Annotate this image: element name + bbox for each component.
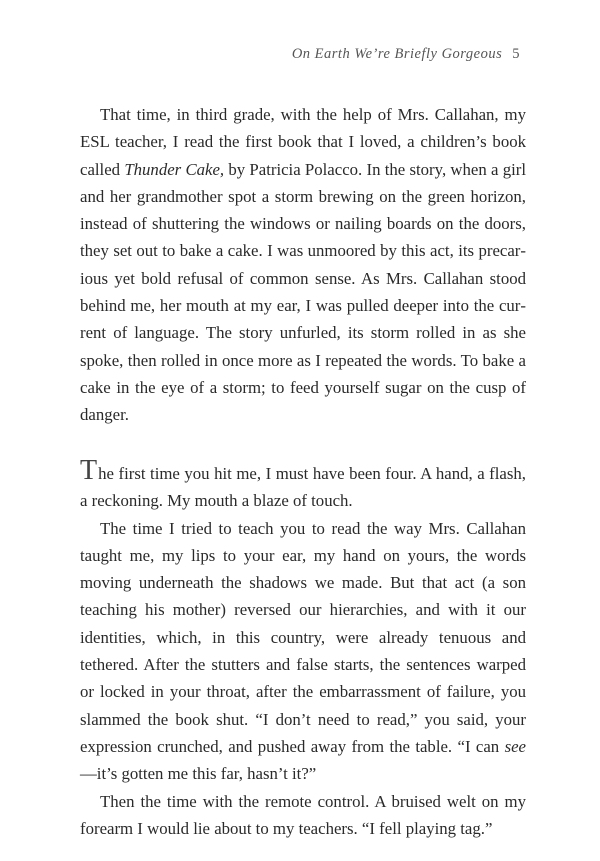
section-two <box>80 455 526 842</box>
book-title: Thunder Cake, <box>124 159 225 179</box>
paragraph-thunder-cake <box>80 101 526 429</box>
paragraph-first-time <box>80 455 526 515</box>
paragraph-teach-to-read <box>80 515 526 788</box>
paragraph-remote-control: Then the time with the remote control. A bruised welt on my forearm I would lie about to my teachers. “I fell playing tag.” <box>80 791 526 838</box>
running-head <box>292 46 520 63</box>
emphasized-word: see <box>504 736 526 756</box>
paragraph-text-end: —it’s gotten me this far, hasn’t it?” <box>80 764 317 784</box>
page-number: 5 <box>512 46 520 62</box>
drop-cap: T <box>80 455 98 486</box>
paragraph-text-start: That time, in third grade, with the help of Mrs. Callahan, my ESL teacher, I read the first book that I loved, a children’s book called <box>80 105 526 179</box>
paragraph-text: he first time you hit me, I must have been four. A hand, a flash, a reckoning. My mouth a blaze of touch. <box>80 464 526 511</box>
paragraph-text-end: by Patricia Polacco. In the story, when a girl and her grandmother spot a storm brewing on the green horizon, instead of shuttering the windows or nailing boards on the doors, they set out to bake a cake. I was unmoored by this act, its precarious yet bold refusal of common sense. As Mrs. Callahan stood behind me, her mouth at my ear, I was pulled deeper into the current of language. The story unfurled, its storm rolled in as she spoke, then rolled in once more as I repeated the words. To bake a cake in the eye of a storm; to feed yourself sugar on the cusp of danger. <box>80 159 526 425</box>
section-one <box>80 101 526 429</box>
running-title: On Earth We’re Briefly Gorgeous <box>291 46 503 62</box>
paragraph-text-start: The time I tried to teach you to read the way Mrs. Callahan taught me, my lips to your ear, my hand on yours, the words moving underneath the shadows we made. But that act (a son teaching his mother) reversed our hierarchies, and with it our identities, which, in this country, were already tenuous and tethered. After the stutters and false starts, the sentences warped or locked in your throat, after the embarrassment of failure, you slammed the book shut. “I don’t need to read,” you said, your expression crunched, and pushed away from the table. “I can <box>80 518 526 756</box>
